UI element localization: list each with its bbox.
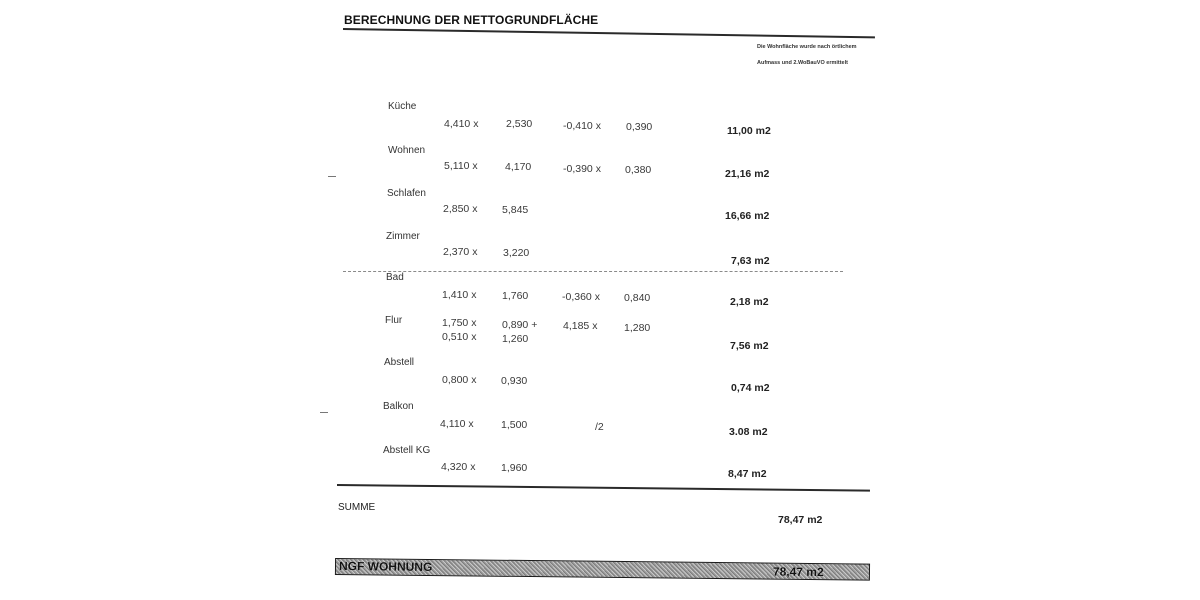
room-area: 3.08 m2 [729, 426, 768, 438]
room-name: Flur [385, 315, 403, 326]
room-area: 7,56 m2 [730, 340, 769, 352]
room-area: 0,74 m2 [731, 382, 770, 394]
method-note-line-2: Aufmass und 2.WoBauVO ermittelt [757, 60, 848, 66]
dimension: 1,280 [624, 322, 651, 334]
dimension: 1,410 x [442, 289, 477, 301]
dimension: 1,260 [502, 333, 529, 345]
dimension: 4,185 x [563, 320, 598, 332]
room-area: 2,18 m2 [730, 296, 769, 308]
dimension: 4,110 x [440, 418, 474, 430]
dimension: 1,760 [502, 290, 529, 302]
room-name: Wohnen [388, 145, 426, 156]
ngf-value: 78,47 m2 [772, 564, 824, 580]
deduction: -0,360 x [562, 291, 600, 303]
ngf-total-bar [335, 558, 870, 581]
divisor: /2 [595, 421, 604, 433]
dimension: 1,750 x [442, 317, 477, 329]
dimension: 2,530 [506, 118, 533, 130]
dimension: 4,170 [505, 161, 532, 173]
margin-mark [320, 412, 328, 413]
deduction: -0,390 x [563, 163, 601, 175]
room-name: Zimmer [386, 231, 420, 242]
room-area: 7,63 m2 [731, 255, 770, 267]
room-area: 21,16 m2 [725, 168, 770, 180]
margin-mark [328, 176, 336, 177]
sum-divider [337, 484, 870, 492]
dimension: 2,850 x [443, 203, 478, 215]
room-name: Abstell [384, 357, 415, 368]
summe-label: SUMME [338, 502, 376, 513]
deduction: -0,410 x [563, 120, 601, 132]
title-underline [343, 28, 875, 38]
room-area: 11,00 m2 [727, 125, 771, 137]
dimension: 0,930 [501, 375, 528, 387]
room-area: 16,66 m2 [725, 210, 770, 222]
room-name: Balkon [383, 401, 414, 412]
dimension: 5,845 [502, 204, 529, 216]
dimension: 3,220 [503, 247, 530, 259]
dimension: 5,110 x [444, 160, 478, 172]
room-name: Abstell KG [383, 445, 431, 456]
dimension: 2,370 x [443, 246, 478, 258]
section-divider [343, 271, 843, 272]
room-name: Bad [386, 272, 404, 283]
summe-value: 78,47 m2 [778, 514, 823, 526]
dimension: 0,890 + [502, 319, 538, 331]
deduction: 0,380 [625, 164, 652, 176]
dimension: 4,410 x [444, 118, 479, 130]
deduction: 0,840 [624, 292, 651, 304]
room-name: Schlafen [387, 188, 426, 199]
dimension: 1,500 [501, 419, 528, 431]
dimension: 0,800 x [442, 374, 477, 386]
ngf-label: NGF WOHNUNG [338, 559, 433, 575]
method-note-line-1: Die Wohnfläche wurde nach örtlichem [757, 44, 857, 50]
deduction: 0,390 [626, 121, 653, 133]
dimension: 0,510 x [442, 331, 477, 343]
dimension: 1,960 [501, 462, 528, 474]
dimension: 4,320 x [441, 461, 476, 473]
room-area: 8,47 m2 [728, 468, 767, 480]
document-title: BERECHNUNG DER NETTOGRUNDFLÄCHE [344, 13, 599, 27]
room-name: Küche [388, 101, 417, 112]
